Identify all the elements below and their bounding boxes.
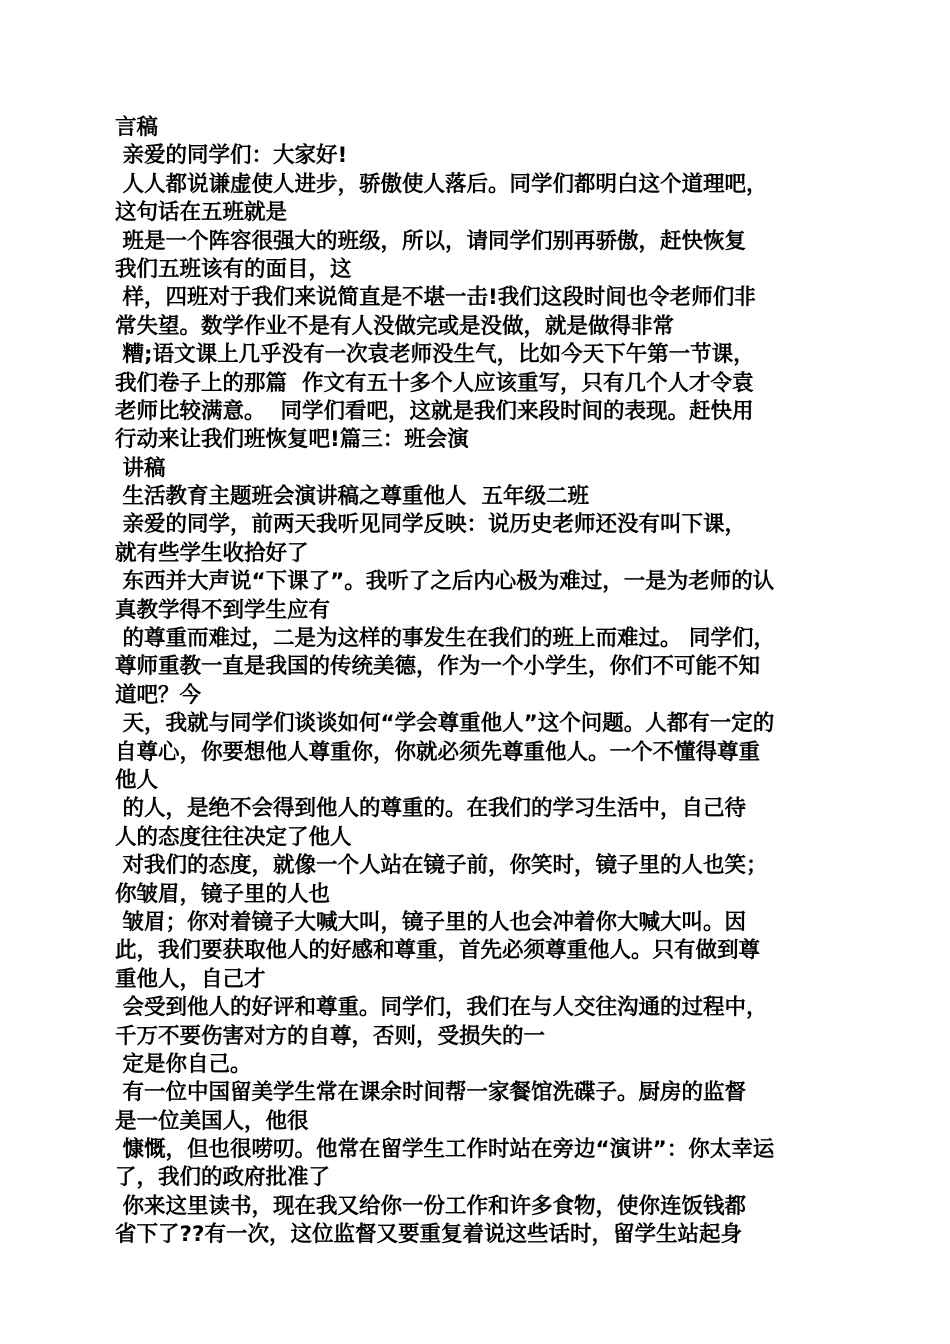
text-line: 人的态度往往决定了他人 bbox=[115, 824, 352, 850]
text-line: 尊师重教一直是我国的传统美德，作为一个小学生，你们不可能不知 bbox=[115, 654, 761, 680]
text-line: 这句话在五班就是 bbox=[115, 200, 288, 226]
text-line: 你来这里读书，现在我又给你一份工作和许多食物，使你连饭钱都 bbox=[115, 1193, 746, 1219]
text-line: 糟;语文课上几乎没有一次袁老师没生气，比如今天下午第一节课， bbox=[115, 342, 755, 368]
text-line: 常失望。数学作业不是有人没做完或是没做，就是做得非常 bbox=[115, 313, 675, 339]
text-line: 会受到他人的好评和尊重。同学们，我们在与人交往沟通的过程中， bbox=[115, 995, 768, 1021]
text-line: 样，四班对于我们来说简直是不堪一击!我们这段时间也令老师们非 bbox=[115, 285, 756, 311]
text-line: 是一位美国人，他很 bbox=[115, 1108, 309, 1134]
text-line: 我们卷子上的那篇 作文有五十多个人应该重写，只有几个人才令袁 bbox=[115, 370, 754, 396]
text-line: 他人 bbox=[115, 767, 159, 793]
text-line: 定是你自己。 bbox=[115, 1051, 252, 1077]
text-line: 的人，是绝不会得到他人的尊重的。在我们的学习生活中，自己待 bbox=[115, 796, 746, 822]
text-line: 有一位中国留美学生常在课余时间帮一家餐馆洗碟子。厨房的监督 bbox=[115, 1080, 746, 1106]
text-line: 自尊心，你要想他人尊重你，你就必须先尊重他人。一个不懂得尊重 bbox=[115, 739, 761, 765]
text-line: 皱眉；你对着镜子大喊大叫，镜子里的人也会冲着你大喊大叫。因 bbox=[115, 909, 746, 935]
text-line: 你皱眉，镜子里的人也 bbox=[115, 881, 331, 907]
text-line: 人人都说谦虚使人进步，骄傲使人落后。同学们都明白这个道理吧， bbox=[115, 171, 768, 197]
text-line: 行动来让我们班恢复吧!篇三：班会演 bbox=[115, 427, 469, 453]
text-line: 天，我就与同学们谈谈如何“学会尊重他人”这个问题。人都有一定的 bbox=[115, 711, 775, 737]
text-line: 了，我们的政府批准了 bbox=[115, 1165, 331, 1191]
text-line: 省下了??有一次，这位监督又要重复着说这些话时，留学生站起身 bbox=[115, 1222, 742, 1248]
text-line: 的尊重而难过，二是为这样的事发生在我们的班上而难过。 同学们， bbox=[115, 626, 775, 652]
text-line: 重他人，自己才 bbox=[115, 966, 266, 992]
text-line: 讲稿 bbox=[115, 455, 166, 481]
text-line: 生活教育主题班会演讲稿之尊重他人 五年级二班 bbox=[115, 484, 589, 510]
text-line: 对我们的态度，就像一个人站在镜子前，你笑时，镜子里的人也笑； bbox=[115, 853, 768, 879]
text-line: 班是一个阵容很强大的班级，所以，请同学们别再骄傲，赶快恢复 bbox=[115, 228, 746, 254]
text-line: 就有些学生收拾好了 bbox=[115, 540, 309, 566]
text-line: 慷慨，但也很唠叨。他常在留学生工作时站在旁边“演讲”：你太幸运 bbox=[115, 1137, 775, 1163]
text-line: 此，我们要获取他人的好感和尊重，首先必须尊重他人。只有做到尊 bbox=[115, 938, 761, 964]
text-line: 道吧？今 bbox=[115, 682, 202, 708]
text-line: 千万不要伤害对方的自尊，否则，受损失的一 bbox=[115, 1023, 546, 1049]
text-line: 老师比较满意。 同学们看吧，这就是我们来段时间的表现。赶快用 bbox=[115, 398, 754, 424]
text-line: 东西并大声说“下课了”。我听了之后内心极为难过，一是为老师的认 bbox=[115, 569, 775, 595]
text-line: 言稿 bbox=[115, 115, 159, 140]
document-body bbox=[115, 114, 837, 1250]
text-line: 亲爱的同学们：大家好! bbox=[115, 143, 348, 169]
text-line: 我们五班该有的面目，这 bbox=[115, 256, 352, 282]
text-line: 亲爱的同学，前两天我听见同学反映：说历史老师还没有叫下课， bbox=[115, 512, 746, 538]
text-line: 真教学得不到学生应有 bbox=[115, 597, 331, 623]
